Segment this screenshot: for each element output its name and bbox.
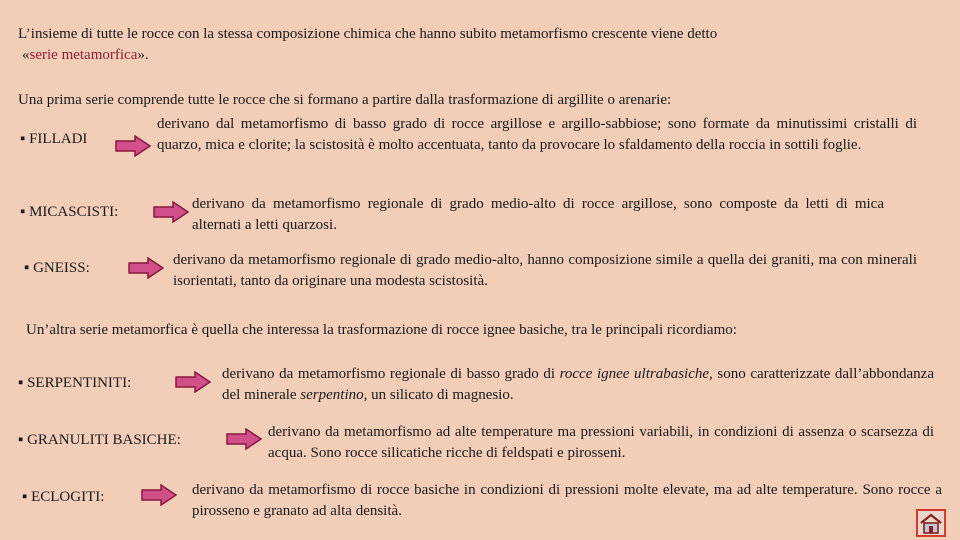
square-bullet-icon: ▪ [20, 204, 26, 220]
term-granuliti-basiche [18, 430, 181, 450]
first-series-heading: Una prima serie comprende tutte le rocce che si formano a partire dalla trasformazione di argillite o arenarie: [18, 92, 672, 108]
desc-part: derivano da metamorfismo regionale di basso grado di [222, 366, 560, 382]
desc-granuliti-basiche: derivano da metamorfismo ad alte temperature ma pressioni variabili, in condizioni di assenza o scarsezza di acqua. Sono rocce silicatiche ricche di feldspati e pirosseni. [268, 424, 934, 461]
term-label: GNEISS: [33, 260, 90, 276]
desc-serpentiniti [222, 364, 934, 405]
square-bullet-icon: ▪ [18, 375, 24, 391]
term-filladi [20, 129, 87, 149]
term-label: GRANULITI BASICHE: [27, 432, 181, 448]
right-arrow-icon [141, 484, 177, 506]
desc-part: , un silicato di magnesio. [363, 386, 514, 403]
quote-open: « [22, 47, 30, 63]
square-bullet-icon: ▪ [22, 489, 28, 505]
term-label: ECLOGITI: [31, 489, 105, 505]
second-series-heading: Un’altra serie metamorfica è quella che interessa la trasformazione di rocce ignee basiche, tra le principali ricordiamo: [26, 322, 737, 338]
home-button[interactable] [916, 509, 946, 537]
square-bullet-icon: ▪ [18, 432, 24, 448]
desc-micascisti: derivano da metamorfismo regionale di grado medio-alto di rocce argillose, sono composte da letti di mica alternati a letti quarzosi. [192, 196, 884, 233]
term-eclogiti [22, 487, 104, 507]
desc-part: , sono caratterizzate dall’abbondanza del minerale [222, 366, 934, 403]
right-arrow-icon [115, 135, 151, 157]
desc-emphasis: serpentino [300, 386, 364, 403]
quote-close: ». [137, 47, 149, 63]
home-icon [918, 511, 944, 535]
term-label: FILLADI [29, 131, 88, 147]
right-arrow-icon [226, 428, 262, 450]
intro-paragraph [18, 24, 938, 66]
square-bullet-icon: ▪ [20, 131, 26, 147]
square-bullet-icon: ▪ [24, 260, 30, 276]
desc-emphasis: rocce ignee ultrabasiche [559, 366, 710, 382]
desc-gneiss: derivano da metamorfismo regionale di grado medio-alto, hanno composizione simile a quella dei graniti, ma con minerali isorientati, tanto da originare una modesta scistosità. [173, 252, 917, 289]
intro-line: L’insieme di tutte le rocce con la stessa composizione chimica che hanno subito metamorfismo crescente viene detto [18, 26, 718, 42]
term-micascisti [20, 202, 118, 222]
serie-metamorfica-term: serie metamorfica [29, 47, 138, 63]
right-arrow-icon [175, 371, 211, 393]
term-serpentiniti [18, 373, 131, 393]
term-label: MICASCISTI: [29, 204, 119, 220]
term-gneiss [24, 258, 90, 278]
right-arrow-icon [153, 201, 189, 223]
intro-term-line [18, 45, 938, 66]
desc-eclogiti: derivano da metamorfismo di rocce basiche in condizioni di pressioni molte elevate, ma ad alte temperature. Sono rocce a pirosseno e granato ad alta densità. [192, 482, 942, 519]
desc-filladi: derivano dal metamorfismo di basso grado di rocce argillose e argillo-sabbiose; sono formate da minutissimi cristalli di quarzo, mica e clorite; la scistosità è molto accentuata, tanto da provocare lo sfaldamento della roccia in sottili foglie. [157, 116, 917, 153]
term-label: SERPENTINITI: [27, 375, 132, 391]
right-arrow-icon [128, 257, 164, 279]
